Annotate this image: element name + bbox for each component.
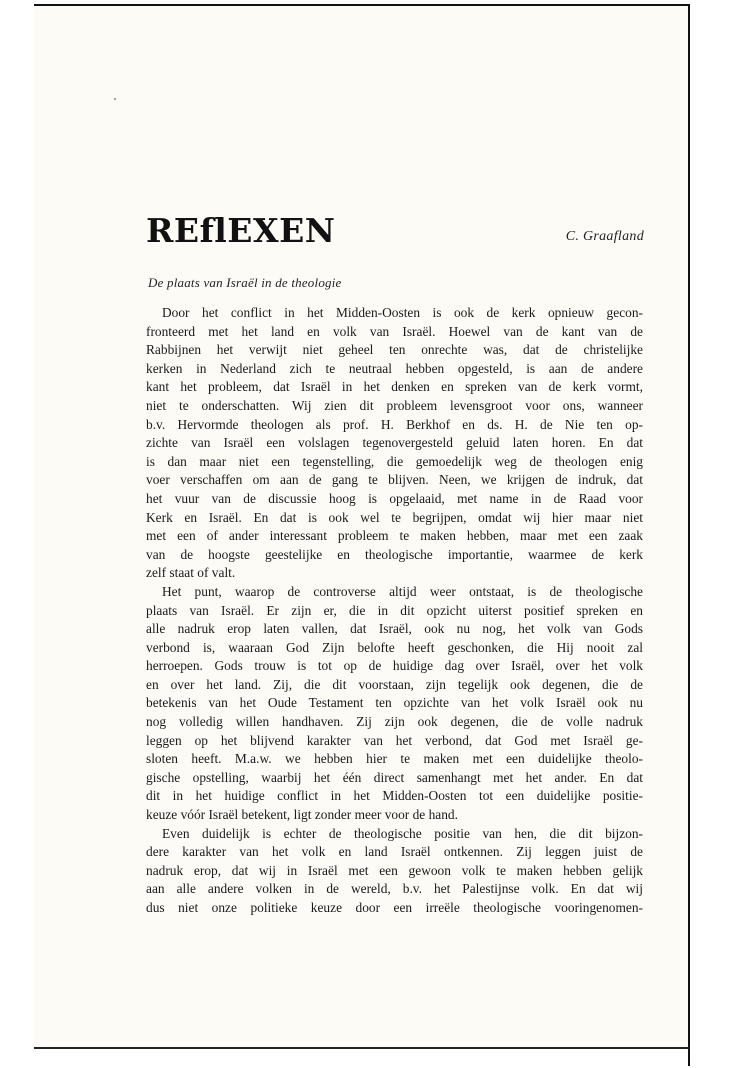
text-line: Het punt, waarop de controverse altijd weer ontstaat, is de theologische — [162, 583, 643, 599]
text-line: en over het land. Zij, die dit voorstaan, zijn tegelijk ook degenen, die de — [146, 676, 643, 692]
scan-speck — [114, 98, 116, 100]
text-line: fronteerd met het land en volk van Israël. Hoewel van de kant van de — [146, 323, 643, 339]
section-heading: REflEXEN — [146, 211, 336, 250]
text-line: is dan maar niet een tegenstelling, die gemoedelijk weg de theologen enig — [146, 453, 643, 469]
text-line: aan alle andere volken in de wereld, b.v. het Palestijnse volk. En dat wij — [146, 881, 643, 897]
text-line: nadruk erop, dat wij in Israël met een gewoon volk te maken hebben gelijk — [146, 862, 643, 878]
text-line: leggen op het blijvend karakter van het verbond, dat God met Israël ge- — [146, 732, 643, 748]
author-name: C. Graafland — [565, 229, 644, 244]
text-line: zelf staat of valt. — [146, 565, 236, 581]
text-line: herroepen. Gods trouw is tot op de huidige dag over Israël, over het volk — [146, 658, 643, 674]
text-line: het vuur van de discussie hoog is opgelaaid, met name in de Raad voor — [146, 490, 643, 506]
text-line: keuze vóór Israël betekent, ligt zonder meer voor de hand. — [146, 807, 458, 823]
text-line: nog volledig willen handhaven. Zij zijn ook degenen, die de volle nadruk — [146, 714, 643, 730]
page-right-edge — [688, 4, 690, 1066]
text-line: dere karakter van het volk en land Israël ontkennen. Zij leggen juist de — [146, 844, 643, 860]
body-text — [146, 304, 643, 918]
page-top-edge — [34, 4, 689, 6]
text-line: Even duidelijk is echter de theologische positie van hen, die dit bijzon- — [162, 825, 643, 841]
text-line: dus niet onze politieke keuze door een irreële theologische vooringenomen- — [146, 900, 643, 915]
text-line: van de hoogste geestelijke en theologische importantie, waarmee de kerk — [146, 546, 643, 562]
text-line: Kerk en Israël. En dat is ook wel te begrijpen, omdat wij hier maar niet — [146, 509, 643, 525]
text-line: dit in het huidige conflict in het Midden-Oosten tot een duidelijke positie- — [146, 788, 643, 804]
article-subtitle: De plaats van Israël in de theologie — [148, 275, 342, 290]
text-line: kerken in Nederland zich te neutraal hebben opgesteld, is aan de andere — [146, 360, 643, 376]
text-line: Door het conflict in het Midden-Oosten is ook de kerk opnieuw gecon- — [162, 305, 643, 320]
page-bottom-edge — [34, 1047, 689, 1049]
text-line: verbond is, waaraan God Zijn belofte heeft geschonken, die Hij nooit zal — [146, 639, 643, 655]
text-line: Rabbijnen het verwijt niet geheel ten onrechte was, dat de christelijke — [146, 342, 643, 358]
text-line: betekenis van het Oude Testament ten opzichte van het volk Israël ook nu — [146, 695, 643, 711]
text-line: kant het probleem, dat Israël in het denken en spreken van de kerk vormt, — [146, 379, 643, 395]
text-line: plaats van Israël. Er zijn er, die in dit opzicht uiterst positief spreken en — [146, 602, 643, 618]
text-line: niet te onderschatten. Wij zien dit probleem levensgroot voor ons, wanneer — [146, 397, 643, 413]
text-line: b.v. Hervormde theologen als prof. H. Berkhof en ds. H. de Nie ten op- — [146, 416, 643, 432]
text-line: sloten heeft. M.a.w. we hebben hier te maken met een duidelijke theolo- — [146, 751, 643, 767]
text-line: met een of ander interessant probleem te maken hebben, maar met een zaak — [146, 528, 643, 544]
text-line: zichte van Israël een volslagen tegenovergesteld geluid laten horen. En dat — [146, 435, 643, 451]
text-line: alle nadruk erop laten vallen, dat Israël, ook nu nog, het volk van Gods — [146, 621, 643, 637]
text-line: gische opstelling, waarbij het één direct samenhangt met het ander. En dat — [146, 769, 643, 785]
text-line: voer verschaffen om aan de gang te blijven. Neen, we krijgen de indruk, dat — [146, 472, 643, 488]
